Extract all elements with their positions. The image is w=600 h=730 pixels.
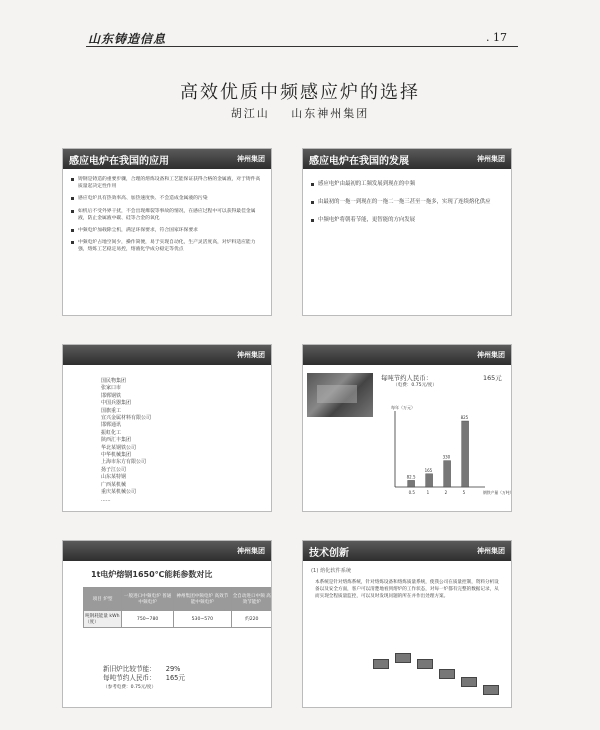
savings-label: 每吨节约人民币： [381,374,433,382]
author-name: 胡江山 [230,107,270,120]
bullet-item: 感应电炉具有热效率高、加热速度快、不会造成金属液的污染 [71,195,263,202]
slide-title-bar [303,149,511,169]
company-name: 振虹化工 [101,429,122,436]
compare-label: 新旧炉比较节能： [103,665,156,673]
x-tick-label: 2 [444,490,448,495]
company-name: 宜兴金属材料有限公司 [101,415,152,422]
slide-paragraph: 本系统是针对熔炼系统，针对熔炼设备和熔炼质量系统，使我公司在质量控制，资料分析设备以及安全方面，客户可以清楚地看到熔炉的工作状态，对每一炉都有完整的数据记录，从而实现全程质量监控，可以及时发现问题的所在并作出处理方案。 [315,580,499,599]
bullet-item: 中频电炉将朝着节能，更智能的方向发展 [311,217,503,224]
slide-subtitle: (1) 熔化软件系统 [311,568,352,574]
table-header-cell: 一般进口中频电炉 普通中频电炉 [122,588,174,611]
table-cell: 750~780 [122,611,174,628]
slide-title-bar [303,345,511,365]
company-name: 邯郸钢铁 [101,392,122,399]
compare-value: 29% [165,665,181,673]
table-header-row [84,588,273,611]
article-title: 高效优质中频感应炉的选择 [180,82,420,103]
x-axis-label: 钢铁产量（万吨） [483,490,513,495]
furnace-device-icon [395,653,411,663]
journal-name: 山东铸造信息 [88,32,167,46]
company-name: 广西某机械 [101,481,127,488]
chart-bar [426,474,433,487]
brand-label: 神州集团 [237,547,265,555]
savings-summary [103,665,185,692]
furnace-device-icon [417,659,433,669]
bullet-item: 中频电炉加载除尘机，满足环保要求，符合国家环保要求 [71,227,263,234]
slide-energy-comparison [62,540,272,708]
brand-label: 神州集团 [477,155,505,163]
brand-label: 神州集团 [237,351,265,359]
brand-label: 神州集团 [477,351,505,359]
bullet-item: 如机后不受外界干扰，不会出现爆裂等事故的情况，在感应过程中可以获得最佳金属液，防止金属液中碳、硅等合金的氧化 [71,208,263,222]
bar-value-label: 82.5 [406,474,416,480]
brand-label: 神州集团 [237,155,265,163]
slide-title-bar [63,345,271,365]
company-name: 邯郸通讯 [101,422,122,429]
bullet-list [71,176,263,254]
slide-title-bar [63,541,271,561]
slide-title-bar [63,149,271,169]
table-header-cell: 神州集团中频电炉 高效节能中频电炉 [174,588,232,611]
furnace-device-icon [373,659,389,669]
table-header-cell: 全自动进口中频 高效节能炉 [231,588,272,611]
furnace-device-icon [439,669,455,679]
slide-savings-chart [302,344,512,512]
savings-bar-chart [373,395,512,505]
company-name: 国民物集团 [101,378,127,384]
company-name: 中国兵器集团 [101,400,132,407]
company-name: 山东某特钢 [101,474,127,481]
company-name: 华北某钢铁公司 [101,444,137,451]
energy-comparison-table [83,587,272,628]
table-cell: 约220 [231,611,272,628]
electricity-note: （参考电费：0.75元/度） [103,685,157,690]
factory-photo [307,373,373,417]
company-name: 中华机械集团 [101,452,132,459]
company-name: ...... [101,496,111,503]
furnace-device-icon [461,677,477,687]
table-cell: 530~570 [174,611,232,628]
slide-title: 感应电炉在我国的发展 [309,156,409,167]
company-name: 张家口市 [101,385,122,392]
slide-china-development [302,148,512,316]
bar-value-label: 825 [460,415,469,420]
electricity-note: （电费：0.75元/度） [393,383,437,388]
slide-china-application [62,148,272,316]
chart-bar [444,461,451,487]
slide-tech-innovation [302,540,512,708]
slide-title: 感应电炉在我国的应用 [69,156,169,167]
savings-value: 165元 [165,674,185,682]
x-tick-label: 5 [462,490,466,495]
furnace-device-icon [483,685,499,695]
company-name: 国旗重工 [101,407,122,414]
table-row [84,611,273,628]
table-header-cell: 项目 炉型 [84,588,122,611]
row-label: 吨钢耗能量 kWh（度） [84,611,122,628]
brand-label: 神州集团 [477,547,505,555]
savings-label: 每吨节约人民币： [103,674,156,682]
bullet-item: 中频电炉占地空间少，操作简便，易于实现自动化，生产灵活度高，对炉料适应能力强，熔炼工艺稳定易控，熔液化学成分稳定等优点 [71,239,263,253]
bar-value-label: 165 [424,467,433,473]
comparison-title: 1t电炉熔钢1650℃能耗参数对比 [91,570,213,579]
bar-value-label: 330 [442,454,451,460]
chart-bar [408,480,415,487]
slide-customer-list [62,344,272,512]
company-name: 扬子江公司 [101,466,127,473]
bullet-item: 铸钢是铸造的重要步骤，合理的熔炼设备和工艺能保证获得合格的金属液，对于铸件高质量起决定性作用 [71,176,263,190]
slide-title: 技术创新 [309,548,349,559]
x-tick-label: 0.5 [408,490,415,495]
bullet-item: 感应电炉由最初的工频发展到现在的中频 [311,181,503,188]
author-affiliation: 山东神州集团 [291,107,370,120]
company-list [101,378,151,504]
x-tick-label: 1 [426,490,430,495]
savings-value: 165元 [483,374,502,382]
company-name: 陕西汇丰集团 [101,437,132,444]
y-axis-label: 每年（万元） [391,405,415,410]
bullet-item: 由最初的一拖一到现在的一拖二一拖三甚至一拖多，实现了连续熔化供应 [311,199,503,206]
company-name: 重庆某机械公司 [101,489,137,496]
bullet-list [311,181,503,225]
slide-title-bar [303,541,511,561]
company-name: 上海市东方有限公司 [101,459,147,466]
page-number: . 17 [486,31,507,44]
article-byline [0,105,600,121]
chart-bar [462,421,469,487]
header-rule [86,46,518,47]
